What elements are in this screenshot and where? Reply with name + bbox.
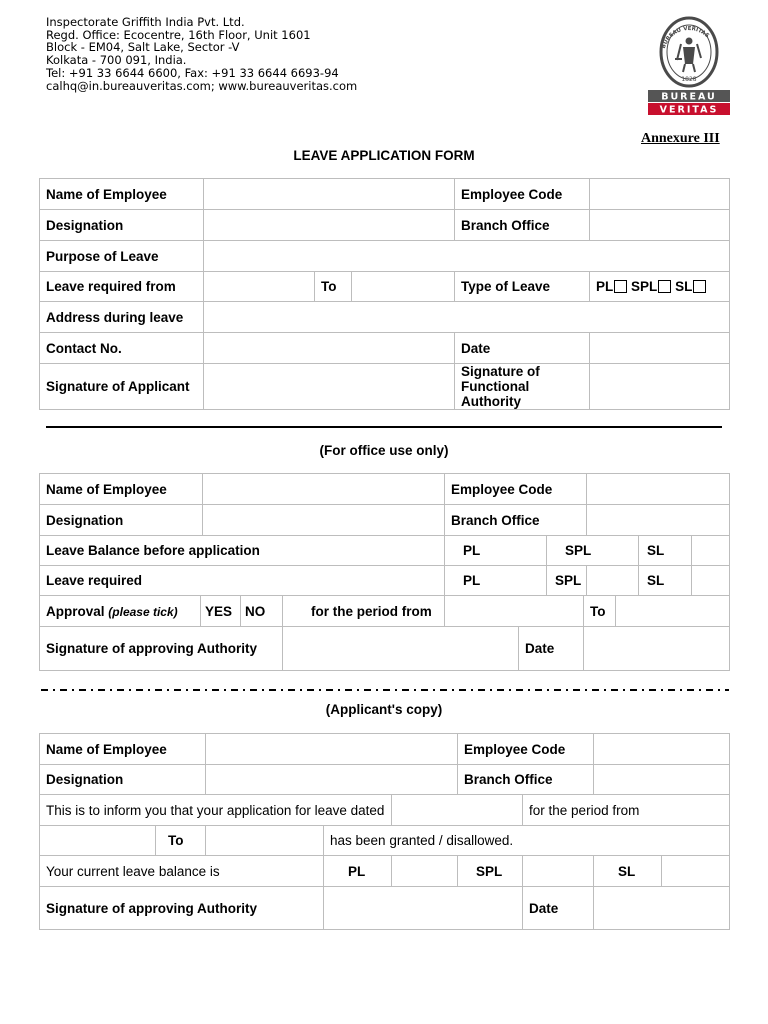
copy-signature-label: Signature of approving Authority (40, 887, 324, 930)
copy-sl-field[interactable] (662, 856, 730, 887)
sl-option-label: SL (675, 279, 693, 294)
approval-period-from-field[interactable] (445, 596, 584, 627)
copy-date-label: Date (523, 887, 594, 930)
signature-applicant-field[interactable] (204, 364, 455, 410)
required-spl-label: SPL (555, 573, 582, 588)
approval-text: Approval (46, 603, 105, 619)
leave-type-options (590, 272, 730, 302)
copy-designation-label: Designation (40, 765, 206, 795)
employee-code-label: Employee Code (455, 179, 590, 210)
logo-year: 1828 (681, 76, 697, 83)
address-line: Block - EM04, Salt Lake, Sector -V (46, 40, 240, 55)
leave-balance-label: Leave Balance before application (40, 536, 445, 566)
required-spl[interactable] (547, 566, 587, 596)
approval-no[interactable]: NO (241, 596, 283, 627)
branch-office-field[interactable] (590, 210, 730, 241)
to-label: To (315, 272, 352, 301)
leave-application-table (39, 178, 730, 410)
approval-to-field[interactable] (616, 596, 730, 627)
balance-sl-field[interactable] (692, 536, 730, 566)
employee-code-field[interactable] (590, 179, 730, 210)
balance-sl-label: SL (647, 543, 665, 558)
pl-option-label: PL (596, 279, 614, 294)
leave-from-field[interactable] (204, 272, 315, 302)
section-divider (46, 426, 722, 428)
period-from-field[interactable] (40, 826, 156, 856)
office-name-label: Name of Employee (40, 474, 203, 505)
purpose-label: Purpose of Leave (40, 241, 204, 272)
approval-period-label: for the period from (283, 596, 445, 627)
contact-field[interactable] (204, 333, 455, 364)
office-branch-field[interactable] (587, 505, 730, 536)
period-to-field[interactable] (206, 826, 324, 856)
signature-applicant-label: Signature of Applicant (40, 364, 204, 410)
type-of-leave-label: Type of Leave (455, 272, 590, 302)
copy-spl-label: SPL (458, 856, 523, 887)
balance-text: Your current leave balance is (40, 856, 324, 887)
office-designation-field[interactable] (203, 505, 445, 536)
company-name: Inspectorate Griffith India Pvt. Ltd. (46, 15, 245, 29)
balance-spl-label: SPL (565, 543, 592, 558)
copy-sl-label: SL (594, 856, 662, 887)
copy-employee-code-field[interactable] (594, 734, 730, 765)
copy-date-field[interactable] (594, 887, 730, 930)
copy-branch-field[interactable] (594, 765, 730, 795)
company-address (46, 16, 357, 92)
approval-hint: (please tick) (108, 604, 178, 619)
copy-pl-label: PL (324, 856, 392, 887)
address-label: Address during leave (40, 302, 204, 333)
copy-branch-label: Branch Office (458, 765, 594, 795)
leave-required-label: Leave required (40, 566, 445, 596)
granted-text: has been granted / disallowed. (324, 826, 730, 856)
leave-from-label: Leave required from (40, 272, 204, 302)
designation-label: Designation (40, 210, 204, 241)
balance-pl[interactable] (445, 536, 547, 566)
logo-word-veritas: VERITAS (659, 104, 719, 116)
approval-to-label: To (584, 596, 616, 627)
approving-signature-field[interactable] (283, 627, 519, 671)
applicant-copy-title: (Applicant's copy) (325, 702, 443, 717)
leave-to-field[interactable] (352, 272, 454, 301)
balance-pl-label: PL (463, 543, 481, 558)
leave-dated-field[interactable] (392, 795, 523, 826)
required-spl-field[interactable] (587, 566, 639, 596)
copy-signature-field[interactable] (324, 887, 523, 930)
name-label: Name of Employee (40, 179, 204, 210)
form-title: LEAVE APPLICATION FORM (293, 148, 475, 163)
spl-checkbox[interactable] (658, 280, 671, 293)
seal-icon (648, 14, 730, 116)
contact-label: Contact No. (40, 333, 204, 364)
email-web-line: calhq@in.bureauveritas.com; www.bureauveritas.com (46, 78, 358, 93)
approval-yes[interactable]: YES (201, 596, 241, 627)
required-sl-field[interactable] (692, 566, 730, 596)
applicant-copy-table (39, 733, 730, 930)
office-name-field[interactable] (203, 474, 445, 505)
svg-text:BUREAU VERITAS: BUREAU VERITAS (660, 25, 710, 50)
period-from-text: for the period from (523, 795, 730, 826)
date-field[interactable] (590, 333, 730, 364)
required-pl-label: PL (463, 573, 481, 588)
annexure-label: Annexure III (641, 131, 720, 146)
office-designation-label: Designation (40, 505, 203, 536)
office-use-title: (For office use only) (319, 443, 449, 458)
branch-office-label: Branch Office (455, 210, 590, 241)
signature-functional-label: Signature of Functional Authority (455, 364, 590, 410)
cut-line (41, 689, 729, 691)
required-sl-label: SL (647, 573, 665, 588)
approving-date-field[interactable] (584, 627, 730, 671)
office-employee-code-label: Employee Code (445, 474, 587, 505)
signature-functional-field[interactable] (590, 364, 730, 410)
copy-employee-code-label: Employee Code (458, 734, 594, 765)
bureau-veritas-logo (648, 14, 730, 116)
address-field[interactable] (204, 302, 730, 333)
approval-label (40, 596, 201, 627)
spl-option-label: SPL (631, 279, 658, 294)
inform-text: This is to inform you that your application for leave dated (40, 795, 392, 826)
office-employee-code-field[interactable] (587, 474, 730, 505)
office-use-table (39, 473, 730, 596)
balance-spl[interactable] (547, 536, 639, 566)
designation-field[interactable] (204, 210, 455, 241)
copy-pl-field[interactable] (392, 856, 458, 887)
copy-to-label: To (156, 826, 206, 856)
address-line: Regd. Office: Ecocentre, 16th Floor, Unit 1601 (46, 27, 311, 42)
copy-name-label: Name of Employee (40, 734, 206, 765)
approving-signature-label: Signature of approving Authority (40, 627, 283, 671)
approval-table (39, 595, 730, 671)
approving-date-label: Date (519, 627, 584, 671)
copy-spl-field[interactable] (523, 856, 594, 887)
logo-word-bureau: BUREAU (661, 91, 717, 103)
address-line: Kolkata - 700 091, India. (46, 53, 187, 68)
pl-checkbox[interactable] (614, 280, 627, 293)
phone-line: Tel: +91 33 6644 6600, Fax: +91 33 6644 6693-94 (46, 65, 339, 80)
sl-checkbox[interactable] (693, 280, 706, 293)
date-label: Date (455, 333, 590, 364)
required-sl[interactable] (639, 566, 692, 596)
name-field[interactable] (204, 179, 455, 210)
required-pl[interactable] (445, 566, 547, 596)
balance-sl[interactable] (639, 536, 692, 566)
copy-designation-field[interactable] (206, 765, 458, 795)
purpose-field[interactable] (204, 241, 730, 272)
office-branch-label: Branch Office (445, 505, 587, 536)
copy-name-field[interactable] (206, 734, 458, 765)
